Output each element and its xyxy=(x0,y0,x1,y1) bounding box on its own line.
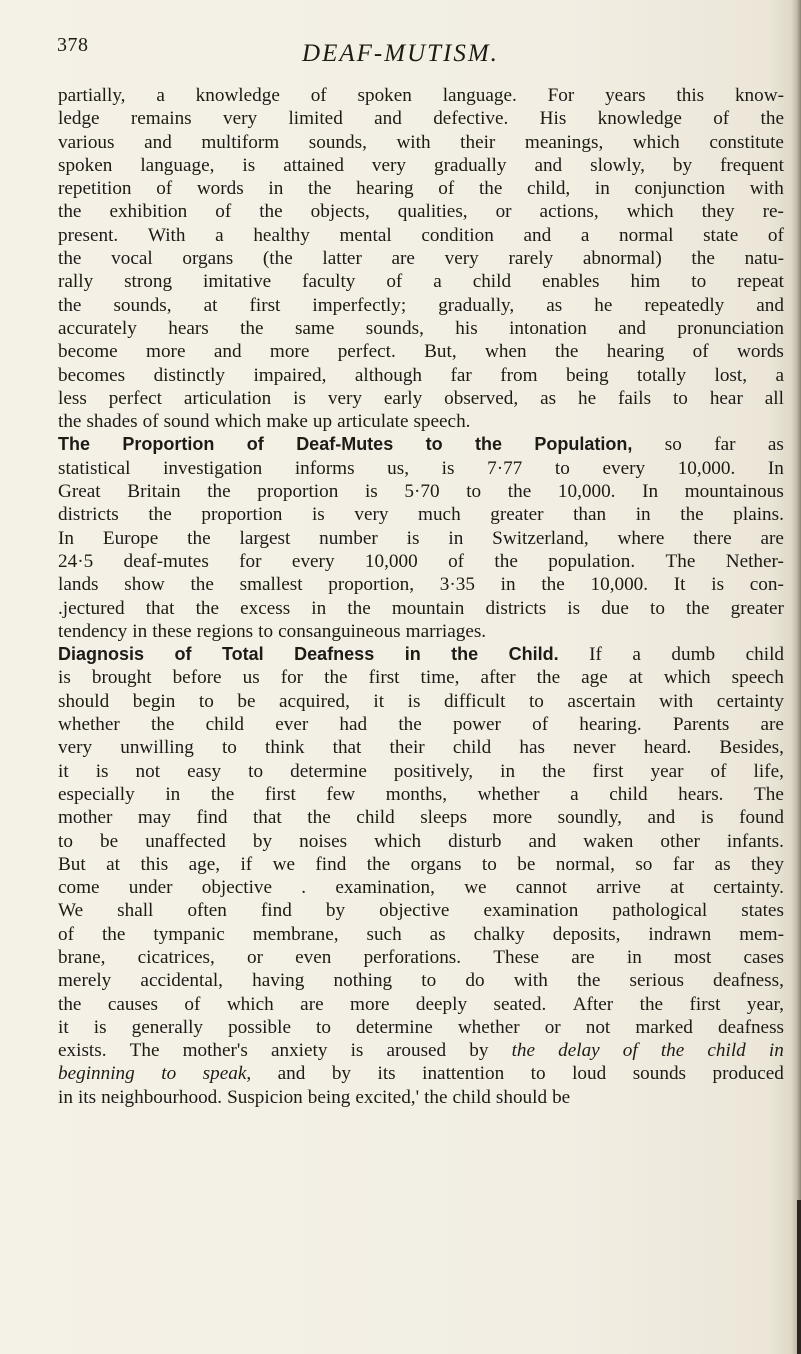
text-line: it is generally possible to determine whether or not marked deafness xyxy=(58,1016,784,1038)
text-line: it is not easy to determine positively, in the first year of life, xyxy=(58,760,784,782)
text-line: beginning to speak, and by its inattention to loud sounds produced xyxy=(58,1063,784,1085)
text-line: lands show the smallest proportion, 3·35 in the 10,000. It is con- xyxy=(58,574,784,596)
text-line: .jectured that the excess in the mountain districts is due to the greater xyxy=(58,597,784,619)
text-line: Diagnosis of Total Deafness in the Child. If a dumb child xyxy=(58,644,784,666)
text-line: especially in the first few months, whether a child hears. The xyxy=(58,783,784,805)
running-head: DEAF-MUTISM. xyxy=(302,40,499,67)
text-line: in its neighbourhood. Suspicion being excited,' the child should be xyxy=(58,1086,571,1108)
text-line: districts the proportion is very much greater than in the plains. xyxy=(58,504,784,526)
text-line: various and multiform sounds, with their meanings, which constitute xyxy=(58,131,784,153)
text-line: accurately hears the same sounds, his intonation and pronunciation xyxy=(58,317,784,339)
text-line: the causes of which are more deeply seated. After the first year, xyxy=(58,993,784,1015)
text-line: We shall often find by objective examination pathological states xyxy=(58,900,784,922)
text-line: very unwilling to think that their child has never heard. Besides, xyxy=(58,737,784,759)
text-line: statistical investigation informs us, is 7·77 to every 10,000. In xyxy=(58,457,784,479)
page-edge-shadow xyxy=(791,0,801,1354)
text-line: ledge remains very limited and defective. His knowledge of the xyxy=(58,108,784,130)
text-line: less perfect articulation is very early observed, as he fails to hear all xyxy=(58,387,784,409)
text-line: In Europe the largest number is in Switzerland, where there are xyxy=(58,527,784,549)
text-line: 24·5 deaf-mutes for every 10,000 of the population. The Nether- xyxy=(58,550,784,572)
text-line: present. With a healthy mental condition and a normal state of xyxy=(58,224,784,246)
body-text xyxy=(58,84,784,1109)
text-line: partially, a knowledge of spoken language. For years this know- xyxy=(58,85,784,106)
page-edge-dark-mark xyxy=(797,1200,801,1354)
text-line: Great Britain the proportion is 5·70 to the 10,000. In mountainous xyxy=(58,481,784,503)
text-line: merely accidental, having nothing to do with the serious deafness, xyxy=(58,970,784,992)
text-line: brane, cicatrices, or even perforations. These are in most cases xyxy=(58,946,784,968)
text-line: the sounds, at first imperfectly; gradually, as he repeatedly and xyxy=(58,294,784,316)
page-number: 378 xyxy=(57,34,89,56)
text-line: But at this age, if we find the organs to be normal, so far as they xyxy=(58,853,784,875)
text-line: becomes distinctly impaired, although far from being totally lost, a xyxy=(58,364,784,386)
text-line: rally strong imitative faculty of a child enables him to repeat xyxy=(58,271,784,293)
text-line: whether the child ever had the power of hearing. Parents are xyxy=(58,714,784,736)
text-line: the vocal organs (the latter are very rarely abnormal) the natu- xyxy=(58,248,784,270)
text-line: exists. The mother's anxiety is aroused by the delay of the child in xyxy=(58,1040,784,1062)
text-line: of the tympanic membrane, such as chalky deposits, indrawn mem- xyxy=(58,923,784,945)
text-line: repetition of words in the hearing of the child, in conjunction with xyxy=(58,178,784,200)
page-header xyxy=(0,34,801,68)
text-line: the shades of sound which make up articulate speech. xyxy=(58,411,471,433)
text-line: the exhibition of the objects, qualities, or actions, which they re- xyxy=(58,201,784,223)
text-line: tendency in these regions to consanguineous marriages. xyxy=(58,620,487,642)
text-line: become more and more perfect. But, when the hearing of words xyxy=(58,341,784,363)
text-line: spoken language, is attained very gradually and slowly, by frequent xyxy=(58,154,784,176)
text-line: to be unaffected by noises which disturb and waken other infants. xyxy=(58,830,784,852)
text-line: The Proportion of Deaf-Mutes to the Population, so far as xyxy=(58,434,784,456)
text-line: should begin to be acquired, it is difficult to ascertain with certainty xyxy=(58,690,784,712)
text-line: mother may find that the child sleeps more soundly, and is found xyxy=(58,807,784,829)
text-line: is brought before us for the first time, after the age at which speech xyxy=(58,667,784,689)
text-line: come under objective . examination, we cannot arrive at certainty. xyxy=(58,877,784,899)
